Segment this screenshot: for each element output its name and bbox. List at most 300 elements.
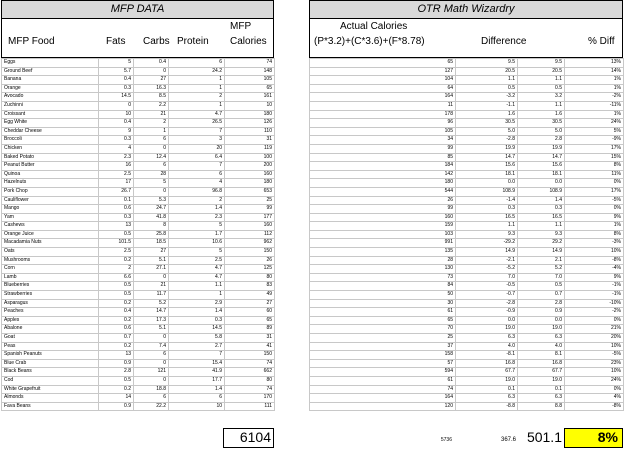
actual-calories-cell: 127 (310, 67, 456, 76)
calories-cell: 160 (225, 170, 275, 179)
fats-cell: 2.3 (99, 153, 134, 162)
carbs-cell: 27 (134, 248, 169, 257)
protein-cell: 2 (169, 196, 225, 205)
protein-cell: 6 (169, 59, 225, 68)
fats-cell: 16 (99, 162, 134, 171)
col-header-carbs: Carbs (143, 36, 170, 47)
calories-cell: 119 (225, 144, 275, 153)
carbs-cell: 5.1 (134, 325, 169, 334)
calories-cell: 112 (225, 230, 275, 239)
food-row (2, 273, 275, 282)
pct-diff-cell: 24% (565, 119, 624, 128)
fats-cell: 0.3 (99, 84, 134, 93)
food-name-cell: Orange Juice (2, 230, 99, 239)
difference-cell: 1.1 (456, 222, 518, 231)
actual-calories-cell: 61 (310, 308, 456, 317)
fats-cell: 0.2 (99, 385, 134, 394)
pct-diff-cell: 0% (565, 179, 624, 188)
food-row (2, 205, 275, 214)
abs-difference-cell: 0.5 (518, 282, 565, 291)
abs-difference-cell: 19.0 (518, 376, 565, 385)
difference-cell: -0.5 (456, 282, 518, 291)
fats-cell: 0.4 (99, 308, 134, 317)
food-name-cell: Cheddar Cheese (2, 127, 99, 136)
carbs-cell: 28 (134, 170, 169, 179)
protein-cell: 1 (169, 101, 225, 110)
fats-cell: 0.2 (99, 299, 134, 308)
actual-calories-cell: 164 (310, 394, 456, 403)
calories-cell: 99 (225, 205, 275, 214)
col-header-actual-line1: Actual Calories (340, 21, 408, 32)
col-header-protein: Protein (177, 36, 209, 47)
difference-cell: -0.9 (456, 308, 518, 317)
carbs-cell: 0 (134, 144, 169, 153)
carbs-cell: 1 (134, 127, 169, 136)
abs-difference-cell: 18.1 (518, 170, 565, 179)
math-row (310, 170, 624, 179)
math-row (310, 144, 624, 153)
difference-cell: -2.8 (456, 136, 518, 145)
carbs-cell: 6 (134, 162, 169, 171)
fats-cell: 5.7 (99, 67, 134, 76)
pct-diff-cell: 1% (565, 110, 624, 119)
actual-calories-cell: 164 (310, 93, 456, 102)
calories-cell: 25 (225, 196, 275, 205)
difference-cell: 0.0 (456, 179, 518, 188)
calories-cell: 200 (225, 162, 275, 171)
pct-diff-cell: -4% (565, 265, 624, 274)
difference-cell: 7.0 (456, 273, 518, 282)
carbs-cell: 27.1 (134, 265, 169, 274)
protein-cell: 10.6 (169, 239, 225, 248)
actual-calories-cell: 99 (310, 144, 456, 153)
calories-cell: 89 (225, 325, 275, 334)
math-row (310, 385, 624, 394)
food-name-cell: Abalone (2, 325, 99, 334)
abs-difference-cell: 0.9 (518, 308, 565, 317)
food-name-cell: Spanish Peanuts (2, 351, 99, 360)
protein-cell: 1.1 (169, 282, 225, 291)
fats-cell: 0.2 (99, 342, 134, 351)
calories-cell: 662 (225, 368, 275, 377)
pct-diff-cell: -9% (565, 136, 624, 145)
math-row (310, 230, 624, 239)
pct-diff-cell: 5% (565, 127, 624, 136)
fats-cell: 0.6 (99, 205, 134, 214)
food-name-cell: Cashews (2, 222, 99, 231)
food-row (2, 248, 275, 257)
actual-calories-cell: 105 (310, 127, 456, 136)
food-row (2, 239, 275, 248)
math-row (310, 162, 624, 171)
calories-cell: 126 (225, 119, 275, 128)
actual-calories-cell: 61 (310, 376, 456, 385)
food-name-cell: Apples (2, 316, 99, 325)
calories-cell: 49 (225, 291, 275, 300)
abs-difference-cell: 0.3 (518, 205, 565, 214)
carbs-cell: 5.3 (134, 196, 169, 205)
carbs-cell: 121 (134, 368, 169, 377)
food-row (2, 119, 275, 128)
pct-diff-cell: 8% (565, 162, 624, 171)
fats-cell: 0.2 (99, 256, 134, 265)
carbs-cell: 0.4 (134, 59, 169, 68)
calories-cell: 83 (225, 282, 275, 291)
math-row (310, 334, 624, 343)
protein-cell: 4.7 (169, 273, 225, 282)
math-row (310, 239, 624, 248)
calories-cell: 653 (225, 187, 275, 196)
carbs-cell: 0 (134, 359, 169, 368)
abs-difference-cell: 67.7 (518, 368, 565, 377)
calories-cell: 180 (225, 179, 275, 188)
abs-difference-cell: 6.3 (518, 394, 565, 403)
pct-diff-cell: 11% (565, 170, 624, 179)
math-row (310, 136, 624, 145)
abs-difference-cell: 16.5 (518, 213, 565, 222)
abs-difference-cell: 19.9 (518, 144, 565, 153)
protein-cell: 1 (169, 291, 225, 300)
carbs-cell: 22.2 (134, 402, 169, 411)
pct-diff-cell: 4% (565, 394, 624, 403)
calories-cell: 60 (225, 308, 275, 317)
food-name-cell: Oats (2, 248, 99, 257)
calories-cell: 125 (225, 265, 275, 274)
food-name-cell: Avocado (2, 93, 99, 102)
otr-math-table-body (310, 59, 624, 411)
math-row (310, 127, 624, 136)
calories-cell: 105 (225, 76, 275, 85)
abs-difference-cell: 15.6 (518, 162, 565, 171)
food-row (2, 359, 275, 368)
calories-cell: 110 (225, 127, 275, 136)
difference-cell: 6.3 (456, 394, 518, 403)
protein-cell: 5.8 (169, 334, 225, 343)
abs-difference-cell: 1.6 (518, 110, 565, 119)
math-row (310, 402, 624, 411)
actual-calories-cell: 103 (310, 230, 456, 239)
food-row (2, 325, 275, 334)
difference-cell: 30.5 (456, 119, 518, 128)
actual-calories-cell: 11 (310, 101, 456, 110)
pct-diff-cell: 17% (565, 187, 624, 196)
difference-cell: 67.7 (456, 368, 518, 377)
food-row (2, 230, 275, 239)
protein-cell: 2.5 (169, 256, 225, 265)
math-row (310, 359, 624, 368)
carbs-cell: 12.4 (134, 153, 169, 162)
protein-cell: 14.5 (169, 325, 225, 334)
food-row (2, 144, 275, 153)
fats-cell: 0 (99, 101, 134, 110)
actual-calories-cell: 84 (310, 282, 456, 291)
math-row (310, 299, 624, 308)
pct-diff-cell: 21% (565, 325, 624, 334)
pct-diff-cell: -2% (565, 308, 624, 317)
math-row (310, 101, 624, 110)
carbs-cell: 41.8 (134, 213, 169, 222)
food-name-cell: Asparagus (2, 299, 99, 308)
math-row (310, 351, 624, 360)
total-difference-sum: 367.6 (500, 437, 516, 443)
abs-difference-cell: 1.1 (518, 76, 565, 85)
carbs-cell: 27 (134, 76, 169, 85)
difference-cell: -1.1 (456, 101, 518, 110)
food-row (2, 93, 275, 102)
actual-calories-cell: 64 (310, 84, 456, 93)
protein-cell: 5 (169, 222, 225, 231)
carbs-cell: 0 (134, 376, 169, 385)
protein-cell: 1.4 (169, 205, 225, 214)
difference-cell: 14.9 (456, 248, 518, 257)
abs-difference-cell: 6.3 (518, 334, 565, 343)
food-row (2, 368, 275, 377)
fats-cell: 14.5 (99, 93, 134, 102)
math-row (310, 67, 624, 76)
food-name-cell: Ground Beef (2, 67, 99, 76)
calories-cell: 161 (225, 93, 275, 102)
carbs-cell: 8 (134, 222, 169, 231)
carbs-cell: 8.5 (134, 93, 169, 102)
abs-difference-cell: 2.8 (518, 299, 565, 308)
food-row (2, 342, 275, 351)
total-mfp-calories: 6104 (239, 429, 271, 445)
food-row (2, 179, 275, 188)
math-row (310, 222, 624, 231)
calories-cell: 31 (225, 136, 275, 145)
calories-cell: 148 (225, 67, 275, 76)
carbs-cell: 21 (134, 110, 169, 119)
fats-cell: 0.3 (99, 136, 134, 145)
math-row (310, 308, 624, 317)
protein-cell: 5 (169, 248, 225, 257)
food-row (2, 402, 275, 411)
food-name-cell: Quinoa (2, 170, 99, 179)
math-row (310, 213, 624, 222)
fats-cell: 2.8 (99, 368, 134, 377)
food-row (2, 351, 275, 360)
actual-calories-cell: 159 (310, 222, 456, 231)
protein-cell: 4.7 (169, 110, 225, 119)
food-name-cell: Peaches (2, 308, 99, 317)
pct-diff-cell: 1% (565, 84, 624, 93)
col-header-calories-line1: MFP (230, 21, 252, 32)
pct-diff-cell: 8% (565, 230, 624, 239)
food-name-cell: Blue Crab (2, 359, 99, 368)
pct-diff-cell: -3% (565, 239, 624, 248)
food-row (2, 213, 275, 222)
food-name-cell: Banana (2, 76, 99, 85)
carbs-cell: 7.4 (134, 342, 169, 351)
math-row (310, 59, 624, 68)
food-name-cell: Cauliflower (2, 196, 99, 205)
actual-calories-cell: 158 (310, 351, 456, 360)
food-row (2, 170, 275, 179)
fats-cell: 0.6 (99, 325, 134, 334)
carbs-cell: 21 (134, 282, 169, 291)
abs-difference-cell: 0.5 (518, 84, 565, 93)
food-row (2, 334, 275, 343)
actual-calories-cell: 104 (310, 76, 456, 85)
fats-cell: 0.2 (99, 316, 134, 325)
fats-cell: 26.7 (99, 187, 134, 196)
fats-cell: 101.5 (99, 239, 134, 248)
difference-cell: 14.7 (456, 153, 518, 162)
math-row (310, 325, 624, 334)
food-row (2, 385, 275, 394)
food-row (2, 222, 275, 231)
food-row (2, 162, 275, 171)
difference-cell: -0.7 (456, 291, 518, 300)
fats-cell: 14 (99, 394, 134, 403)
difference-cell: 0.5 (456, 84, 518, 93)
pct-diff-cell: -5% (565, 351, 624, 360)
pct-diff-cell: 10% (565, 342, 624, 351)
pct-diff-cell: 15% (565, 153, 624, 162)
pct-diff-cell: 23% (565, 359, 624, 368)
carbs-cell: 25.8 (134, 230, 169, 239)
math-row (310, 376, 624, 385)
food-name-cell: Chicken (2, 144, 99, 153)
fats-cell: 0.1 (99, 196, 134, 205)
difference-cell: 0.1 (456, 385, 518, 394)
pct-diff-cell: -8% (565, 402, 624, 411)
actual-calories-cell: 26 (310, 196, 456, 205)
difference-cell: 5.0 (456, 127, 518, 136)
total-pct-diff: 8% (597, 429, 618, 445)
abs-difference-cell: 16.8 (518, 359, 565, 368)
food-name-cell: Fava Beans (2, 402, 99, 411)
total-difference-abs: 501.1 (526, 429, 562, 445)
math-row (310, 342, 624, 351)
calories-cell: 100 (225, 153, 275, 162)
food-name-cell: Almonds (2, 394, 99, 403)
mfp-food-table (1, 58, 275, 411)
actual-calories-cell: 57 (310, 359, 456, 368)
food-row (2, 76, 275, 85)
actual-calories-cell: 160 (310, 213, 456, 222)
math-row (310, 187, 624, 196)
pct-diff-cell: 0% (565, 316, 624, 325)
difference-cell: 0.0 (456, 316, 518, 325)
carbs-cell: 6 (134, 136, 169, 145)
food-row (2, 153, 275, 162)
abs-difference-cell: 108.9 (518, 187, 565, 196)
protein-cell: 2.9 (169, 299, 225, 308)
math-row (310, 291, 624, 300)
carbs-cell: 5.1 (134, 256, 169, 265)
food-row (2, 59, 275, 68)
food-name-cell: Cod (2, 376, 99, 385)
abs-difference-cell: 1.1 (518, 101, 565, 110)
difference-cell: 9.5 (456, 59, 518, 68)
carbs-cell: 0 (134, 273, 169, 282)
actual-calories-cell: 30 (310, 299, 456, 308)
pct-diff-cell: -5% (565, 196, 624, 205)
pct-diff-cell: 9% (565, 213, 624, 222)
difference-cell: 19.9 (456, 144, 518, 153)
actual-calories-cell: 178 (310, 110, 456, 119)
pct-diff-cell: 0% (565, 205, 624, 214)
protein-cell: 4 (169, 179, 225, 188)
fats-cell: 6.6 (99, 273, 134, 282)
food-name-cell: Peas (2, 342, 99, 351)
pct-diff-cell: 13% (565, 59, 624, 68)
math-row (310, 84, 624, 93)
protein-cell: 6.4 (169, 153, 225, 162)
protein-cell: 2.7 (169, 342, 225, 351)
abs-difference-cell: 4.0 (518, 342, 565, 351)
protein-cell: 1 (169, 76, 225, 85)
actual-calories-cell: 85 (310, 153, 456, 162)
calories-cell: 111 (225, 402, 275, 411)
fats-cell: 5 (99, 59, 134, 68)
fats-cell: 9 (99, 127, 134, 136)
pct-diff-cell: 14% (565, 67, 624, 76)
abs-difference-cell: 8.1 (518, 351, 565, 360)
carbs-cell: 0 (134, 187, 169, 196)
food-name-cell: Mushrooms (2, 256, 99, 265)
food-name-cell: Black Beans (2, 368, 99, 377)
fats-cell: 0.5 (99, 230, 134, 239)
food-row (2, 101, 275, 110)
protein-cell: 26.5 (169, 119, 225, 128)
math-row (310, 394, 624, 403)
actual-calories-cell: 50 (310, 291, 456, 300)
fats-cell: 2.5 (99, 170, 134, 179)
difference-cell: -8.8 (456, 402, 518, 411)
otr-math-table (309, 58, 624, 411)
math-row (310, 196, 624, 205)
protein-cell: 2 (169, 93, 225, 102)
protein-cell: 24.2 (169, 67, 225, 76)
abs-difference-cell: 14.7 (518, 153, 565, 162)
actual-calories-cell: 70 (310, 325, 456, 334)
fats-cell: 0.4 (99, 119, 134, 128)
food-row (2, 265, 275, 274)
actual-calories-cell: 130 (310, 265, 456, 274)
food-row (2, 316, 275, 325)
fats-cell: 17 (99, 179, 134, 188)
difference-cell: -5.2 (456, 265, 518, 274)
food-row (2, 291, 275, 300)
math-row (310, 76, 624, 85)
pct-diff-cell: 9% (565, 273, 624, 282)
carbs-cell: 11.7 (134, 291, 169, 300)
carbs-cell: 5.2 (134, 299, 169, 308)
calories-cell: 160 (225, 222, 275, 231)
carbs-cell: 0 (134, 67, 169, 76)
abs-difference-cell: 29.2 (518, 239, 565, 248)
calories-cell: 170 (225, 394, 275, 403)
fats-cell: 0.9 (99, 359, 134, 368)
calories-cell: 150 (225, 351, 275, 360)
abs-difference-cell: 19.0 (518, 325, 565, 334)
food-row (2, 187, 275, 196)
difference-cell: 4.0 (456, 342, 518, 351)
col-header-pct-diff: % Diff (588, 36, 615, 47)
food-row (2, 84, 275, 93)
difference-cell: 19.0 (456, 325, 518, 334)
actual-calories-cell: 74 (310, 385, 456, 394)
protein-cell: 41.9 (169, 368, 225, 377)
actual-calories-cell: 65 (310, 59, 456, 68)
abs-difference-cell: 9.5 (518, 59, 565, 68)
difference-cell: 19.0 (456, 376, 518, 385)
actual-calories-cell: 99 (310, 205, 456, 214)
food-row (2, 67, 275, 76)
calories-cell: 26 (225, 256, 275, 265)
